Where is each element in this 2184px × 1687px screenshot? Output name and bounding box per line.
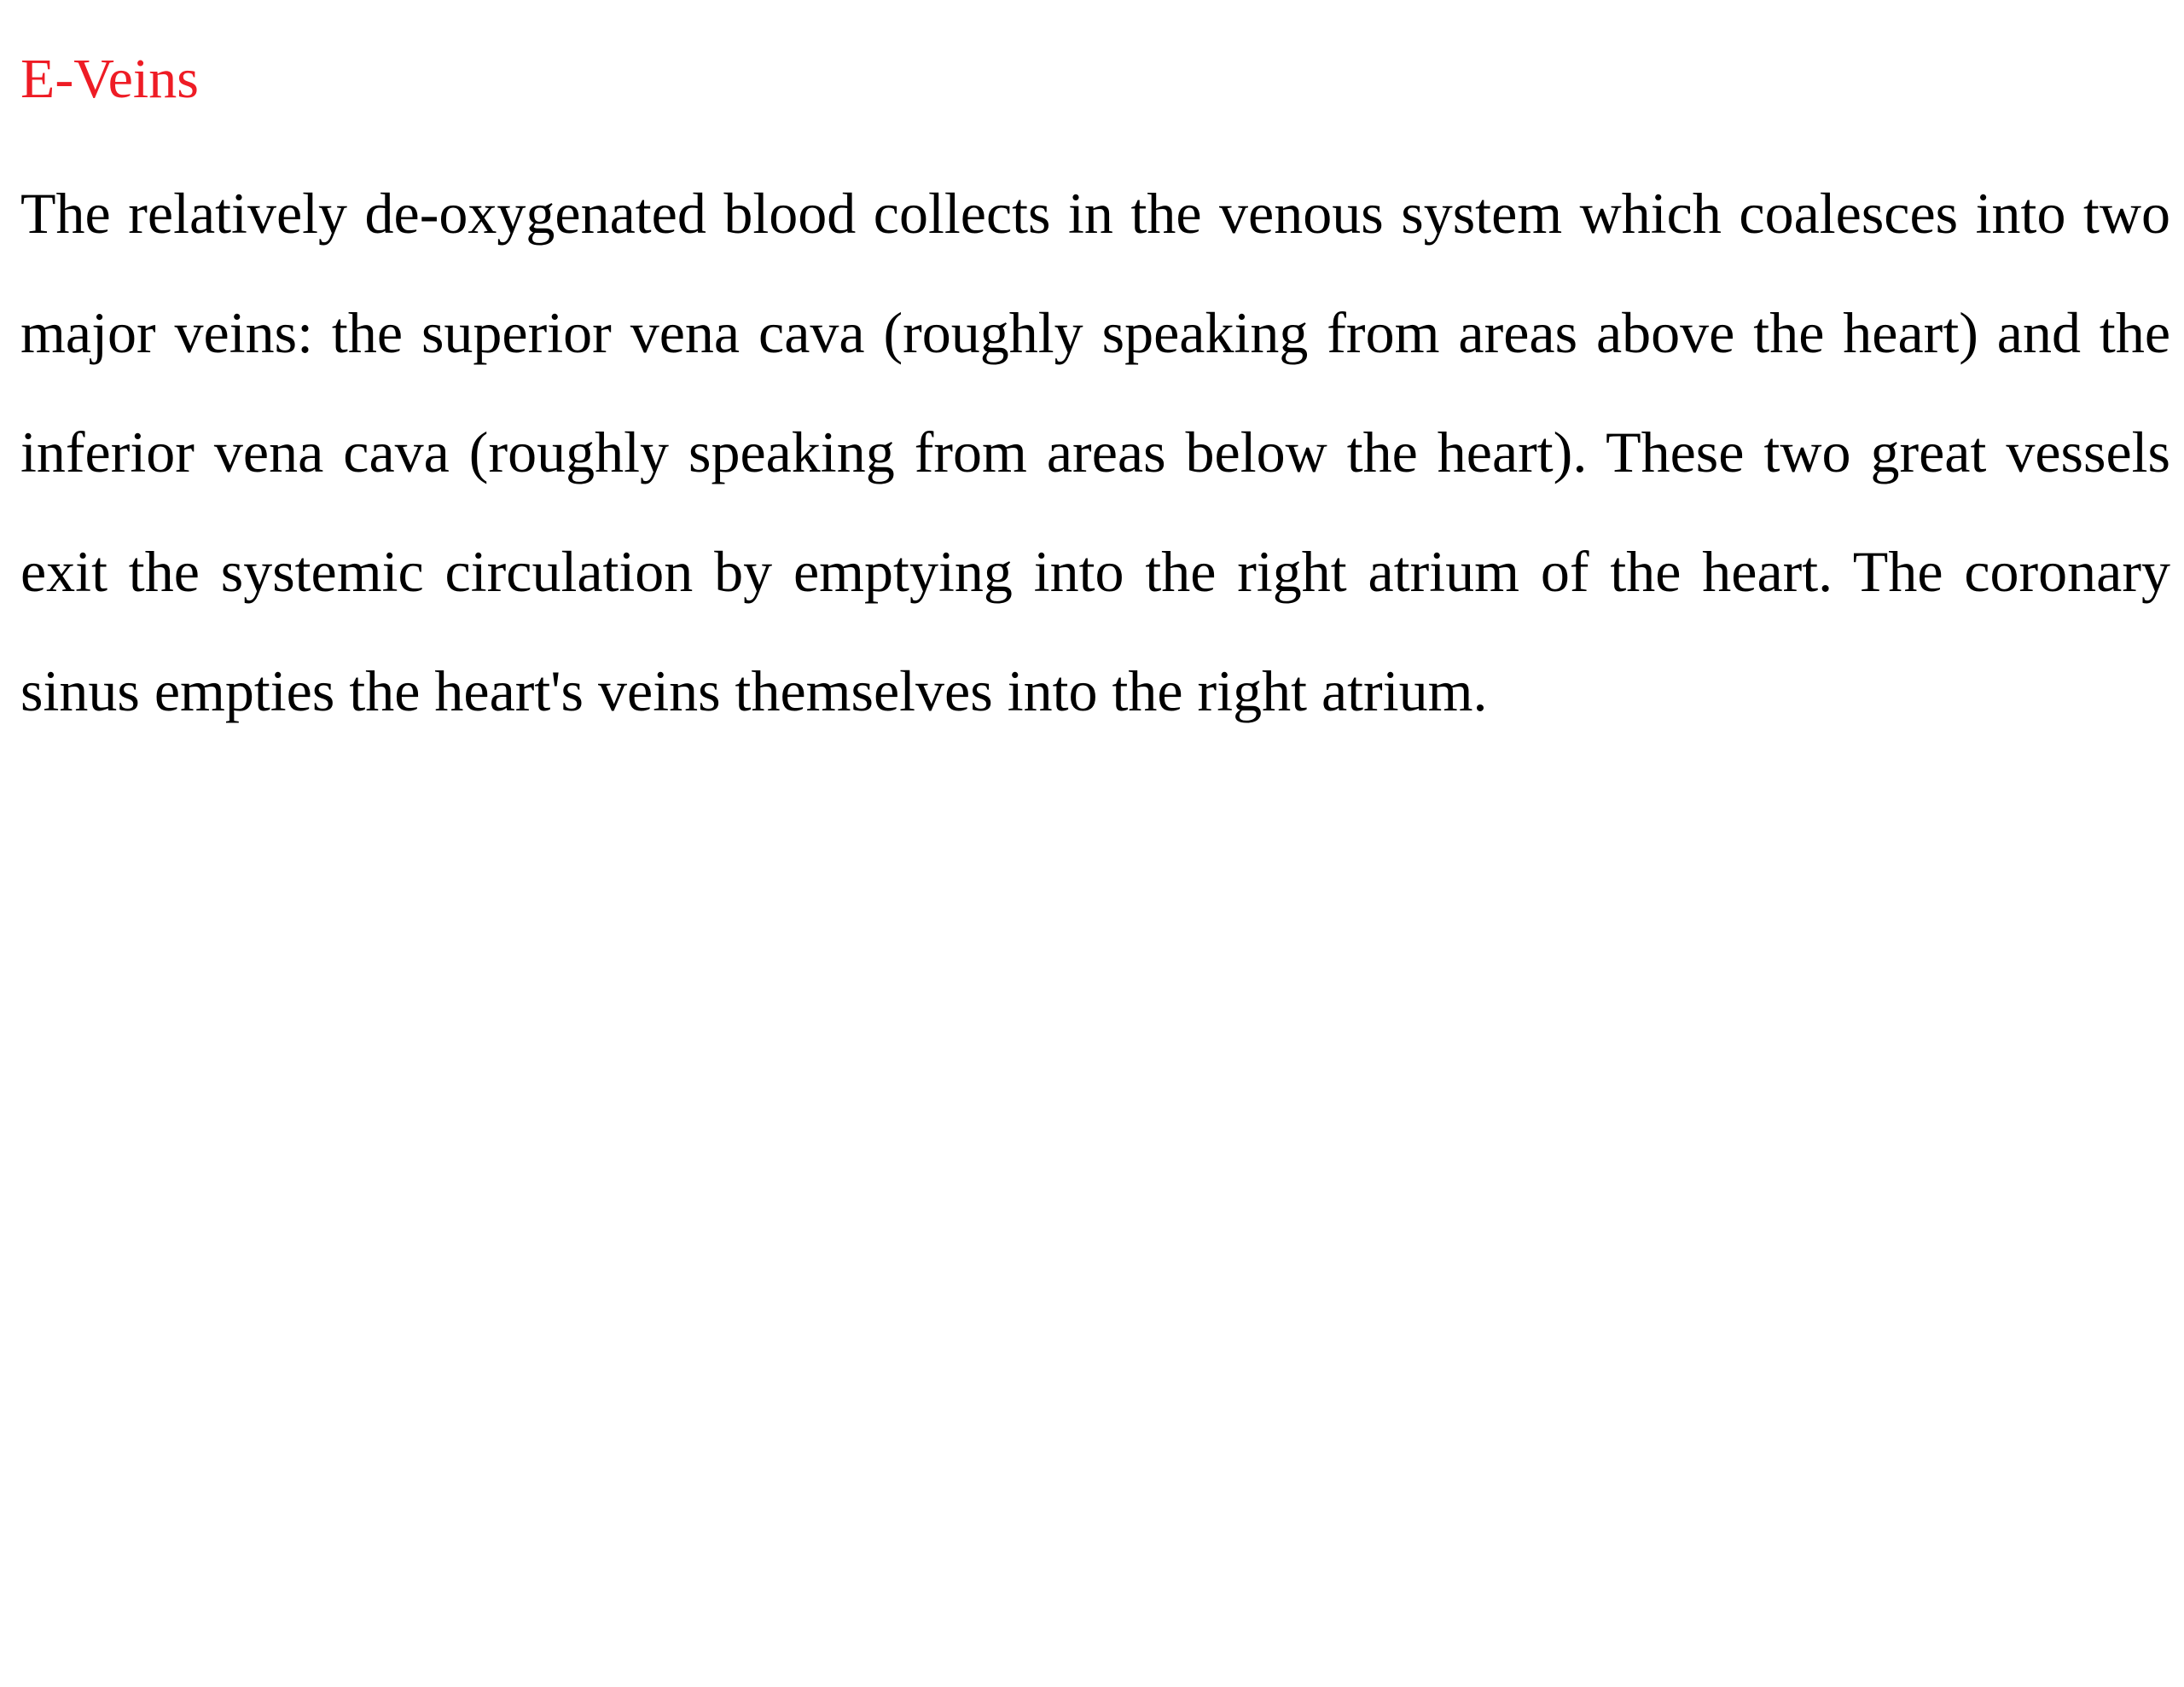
body-paragraph: The relatively de-oxygenated blood collects in the venous system which coalesces into two major veins: the superior vena cava (roughly speaking from areas above the heart) and the inferior vena cava (roughly speaking from areas below the heart). These two great vessels exit the systemic circulation by emptying into the right atrium of the heart. The coronary sinus empties the heart's veins themselves into the right atrium. — [20, 181, 2170, 723]
section-heading: E-Veins — [20, 48, 199, 110]
document-page — [20, 0, 2170, 751]
